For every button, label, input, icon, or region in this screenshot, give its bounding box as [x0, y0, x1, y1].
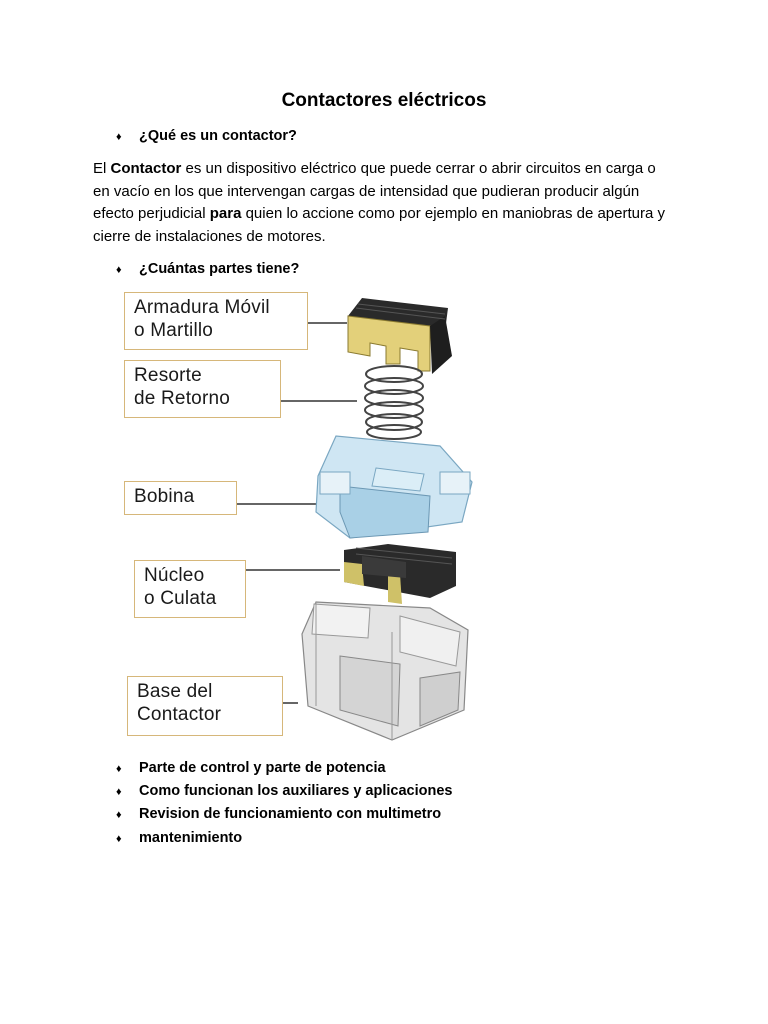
contactor-exploded-diagram: [100, 286, 500, 756]
para-text-2: es un dispositivo eléctrico que puede cerrar o abrir circuitos en carga o en vacío en los que intervengan cargas de intensidad que pudieran producir algún efecto perjudicial: [93, 160, 656, 223]
para-text-3: quien lo accione como por ejemplo en maniobras de apertura y cierre de instalaciones de motores.: [93, 205, 666, 245]
label-resorte-line2: de Retorno: [134, 388, 231, 409]
diamond-bullet-icon: ♦: [116, 833, 122, 845]
diamond-bullet-icon: ♦: [116, 786, 122, 798]
diamond-bullet-icon: ♦: [116, 264, 122, 276]
question-text: ¿Cuántas partes tiene?: [139, 261, 300, 277]
topic-text: Parte de control y parte de potencia: [139, 760, 386, 776]
topic-text: Como funcionan los auxiliares y aplicaciones: [139, 783, 453, 799]
question-text: ¿Qué es un contactor?: [139, 128, 297, 144]
para-text-1: El: [93, 160, 111, 177]
label-nucleo-culata: [134, 560, 246, 618]
question-how-many-parts: [116, 261, 299, 277]
nucleo-core-icon: [344, 544, 456, 604]
topic-item: [116, 806, 441, 822]
topic-item: [116, 830, 242, 846]
label-resorte-retorno: [124, 360, 281, 418]
label-armadura-line1: Armadura Móvil: [134, 297, 270, 318]
para-bold-para: para: [209, 205, 242, 223]
label-bobina-line1: Bobina: [134, 486, 195, 507]
diamond-bullet-icon: ♦: [116, 763, 122, 775]
para-bold-contactor: Contactor: [110, 160, 182, 177]
label-armadura-movil: [124, 292, 308, 350]
label-nucleo-line1: Núcleo: [144, 565, 205, 586]
topic-text: mantenimiento: [139, 830, 243, 846]
label-base-line1: Base del: [137, 681, 213, 702]
diamond-bullet-icon: ♦: [116, 131, 122, 143]
label-armadura-line2: o Martillo: [134, 320, 214, 341]
topic-item: [116, 760, 386, 776]
base-contactor-icon: [302, 602, 468, 740]
page-title: Contactores eléctricos: [281, 90, 487, 111]
label-bobina: [124, 481, 237, 515]
diamond-bullet-icon: ♦: [116, 809, 122, 821]
label-base-line2: Contactor: [137, 704, 222, 725]
topic-item: [116, 783, 452, 799]
bobina-coil-icon: [316, 436, 472, 538]
resorte-spring-icon: [365, 366, 423, 439]
topic-text: Revision de funcionamiento con multimetro: [139, 806, 442, 822]
label-resorte-line1: Resorte: [134, 365, 202, 386]
definition-paragraph: [93, 158, 673, 248]
label-nucleo-line2: o Culata: [144, 588, 217, 609]
armadura-movil-icon: [348, 298, 452, 374]
label-base-contactor: [127, 676, 283, 736]
question-what-is: [116, 128, 297, 144]
